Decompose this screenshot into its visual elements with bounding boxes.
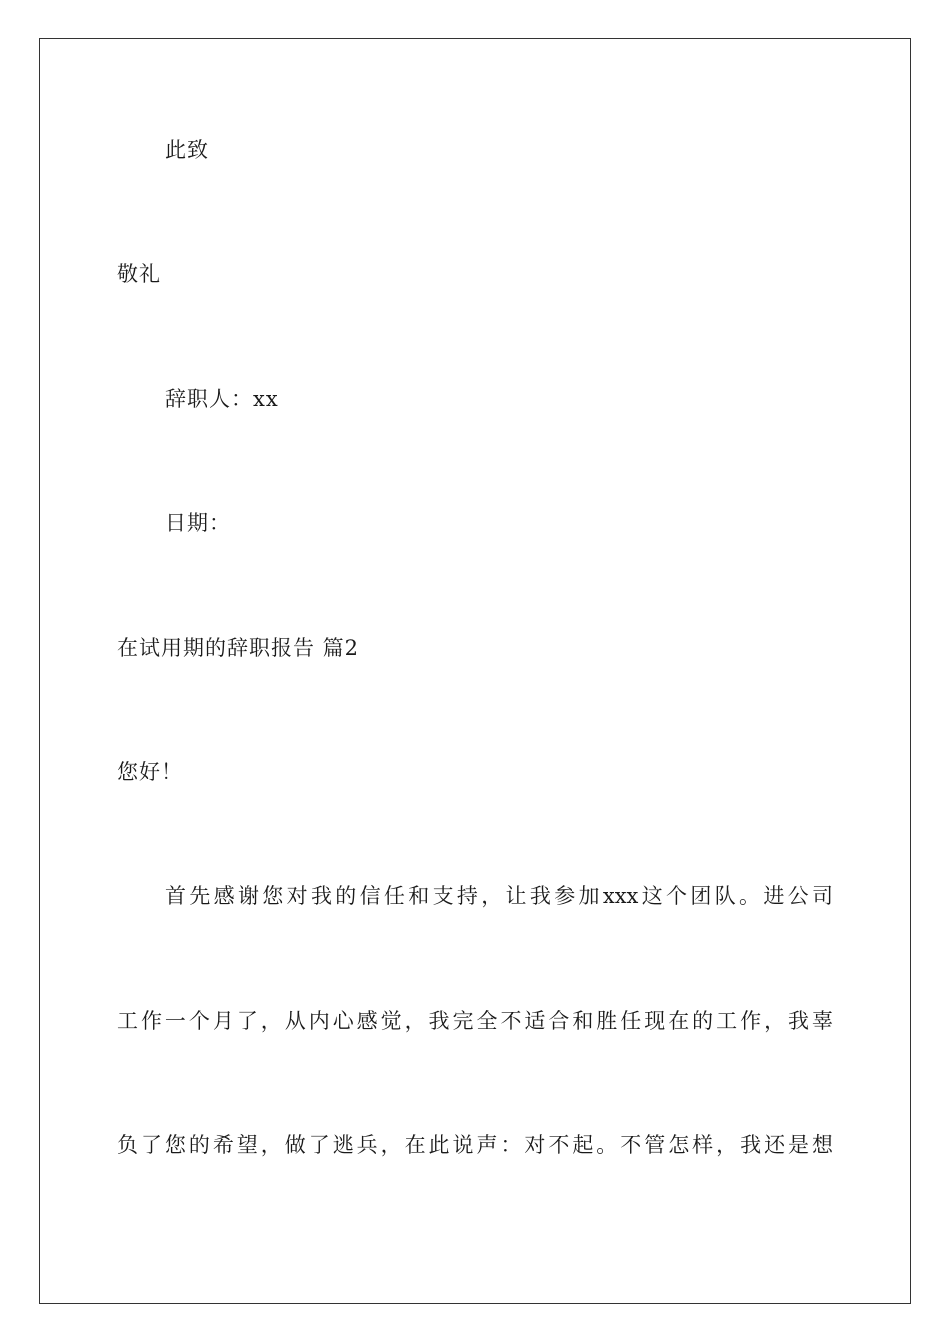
signature-date: 日期： — [165, 511, 231, 535]
body-paragraph-line-1: 首先感谢您对我的信任和支持，让我参加xxx这个团队。进公司 — [165, 884, 833, 908]
section-heading: 在试用期的辞职报告 篇2 — [117, 636, 360, 660]
body-paragraph-line-2: 工作一个月了，从内心感觉，我完全不适合和胜任现在的工作，我辜 — [117, 1009, 833, 1033]
page-border — [39, 38, 911, 1304]
body-paragraph-line-3: 负了您的希望，做了逃兵，在此说声：对不起。不管怎样，我还是想 — [117, 1133, 833, 1157]
signature-resigner: 辞职人：xx — [165, 387, 279, 411]
closing-regards: 敬礼 — [117, 262, 161, 286]
closing-salutation: 此致 — [165, 138, 209, 162]
greeting: 您好！ — [117, 760, 183, 784]
